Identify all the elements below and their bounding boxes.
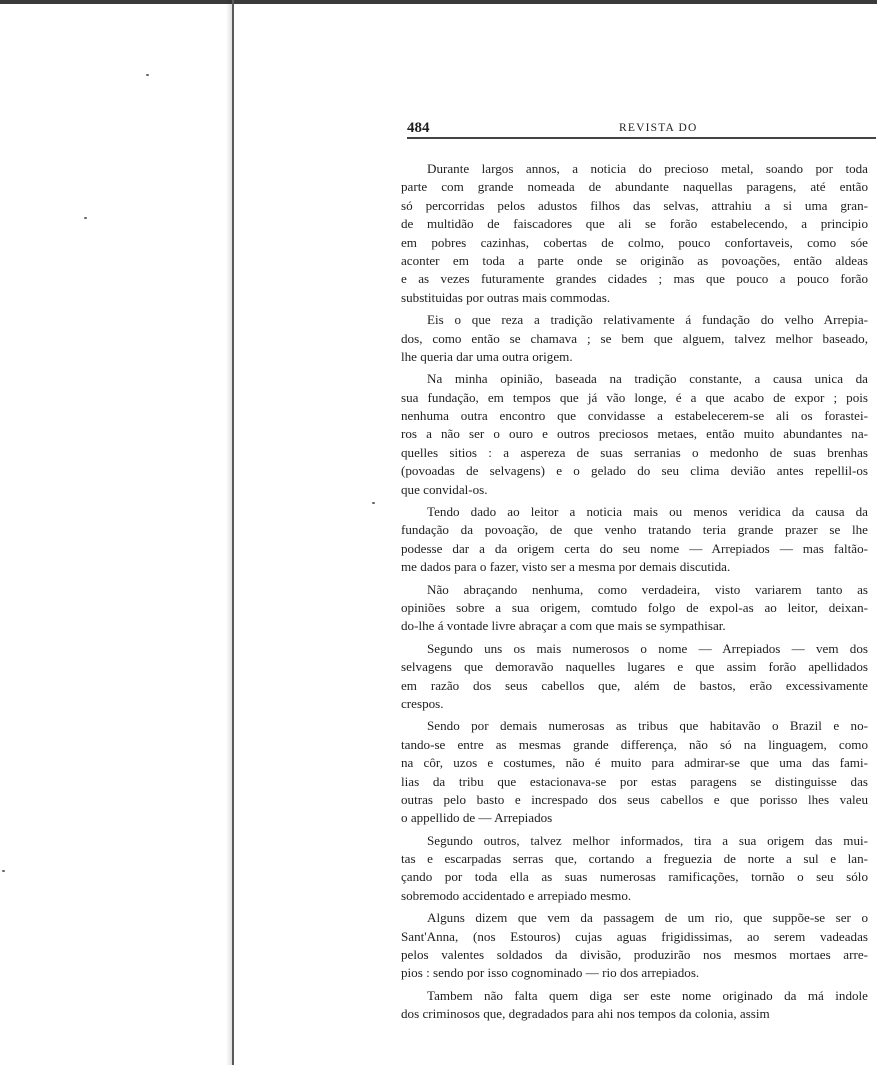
text-line: Sendo por demais numerosas as tribus que habitavão o Brazil e no- <box>427 718 868 734</box>
text-line: dos, como então se chamava ; se bem que alguem, talvez melhor baseado, <box>401 330 868 346</box>
text-line: na côr, uzos e costumes, não é muito para admirar-se que uma das fami- <box>401 755 868 771</box>
margin-speck <box>146 74 149 76</box>
text-line: parte com grande nomeada de abundante naquellas paragens, até então <box>401 179 868 195</box>
body-text <box>401 160 868 1028</box>
text-line: dos criminosos que, degradados para ahi nos tempos da colonia, assim <box>401 1006 770 1022</box>
paragraph <box>401 987 868 1024</box>
page-header <box>407 120 876 142</box>
page-number: 484 <box>407 120 430 136</box>
text-line: podesse dar a da origem certa do seu nome — Arrepiados — mas faltão- <box>401 540 868 556</box>
paragraph <box>401 581 868 636</box>
text-line: que convidal-os. <box>401 481 488 497</box>
text-line: ros a não ser o ouro e outros preciosos metaes, então muito abundantes na- <box>401 426 868 442</box>
text-line: lias da tribu que estacionava-se por estas paragens se distinguisse das <box>401 773 868 789</box>
text-line: tando-se entre as mesmas grande differença, não só na linguagem, como <box>401 736 868 752</box>
paragraph <box>401 909 868 983</box>
paragraph <box>401 832 868 906</box>
text-line: sobremodo accidentado e arrepiado mesmo. <box>401 887 632 903</box>
text-line: (povoadas de selvagens) e o gelado do seu clima devião antes repellil-os <box>401 463 868 479</box>
text-line: sua fundação, em tempos que já vão longe, é a que acabo de expor ; pois <box>401 389 868 405</box>
margin-speck <box>2 870 5 872</box>
text-line: crespos. <box>401 695 444 711</box>
text-line: nenhuma outra encontro que convidasse a estabelecerem-se ali os forastei- <box>401 408 868 424</box>
text-line: Na minha opinião, baseada na tradição constante, a causa unica da <box>427 371 868 387</box>
text-line: em pobres cazinhas, cobertas de colmo, pouco confortaveis, como sóe <box>401 234 868 250</box>
running-head: REVISTA DO <box>619 122 698 134</box>
text-line: de multidão de faiscadores que ali se forão estabelecendo, a principio <box>401 216 868 232</box>
text-line: do-lhe á vontade livre abraçar a com que mais se sympathisar. <box>401 618 726 634</box>
text-line: pelos valentes soldados da divisão, produzirão nos mesmos mortaes arre- <box>401 947 868 963</box>
text-line: lhe queria dar uma outra origem. <box>401 348 573 364</box>
text-line: substituidas por outras mais commodas. <box>401 289 611 305</box>
text-line: Eis o que reza a tradição relativamente á fundação do velho Arrepia- <box>427 312 868 328</box>
text-line: çando por toda ella as suas numerosas ramificações, tornão o seu sólo <box>401 869 868 885</box>
text-line: em razão dos seus cabellos que, além de bastos, erão excessivamente <box>401 677 868 693</box>
text-line: fundação da povoação, de que venho tratando teria grande prazer se lhe <box>401 522 868 538</box>
text-line: Sant'Anna, (nos Estouros) cujas aguas frigidissimas, ao serem vadeadas <box>401 928 868 944</box>
text-line: Não abraçando nenhuma, como verdadeira, visto variarem tanto as <box>427 581 868 597</box>
margin-speck <box>372 502 375 504</box>
header-rule <box>407 137 876 139</box>
text-line: outras pelo basto e increspado dos seus cabellos e que porisso lhes valeu <box>401 791 868 807</box>
margin-speck <box>84 217 87 219</box>
text-line: o appellido de — Arrepiados <box>401 810 553 826</box>
text-line: selvagens que demoravão naquelles lugares e que assim forão apellidados <box>401 659 868 675</box>
paragraph <box>401 311 868 366</box>
paragraph <box>401 640 868 714</box>
text-line: quelles sitios : a aspereza de suas serranias o medonho de suas brenhas <box>401 444 868 460</box>
paragraph <box>401 160 868 307</box>
text-line: aconter em toda a parte onde se originão as povoações, então aldeas <box>401 252 868 268</box>
paragraph <box>401 370 868 499</box>
text-line: Tambem não falta quem diga ser este nome originado da má indole <box>427 987 868 1003</box>
text-line: Alguns dizem que vem da passagem de um rio, que suppõe-se ser o <box>427 910 868 926</box>
text-line: Tendo dado ao leitor a noticia mais ou menos veridica da causa da <box>427 504 868 520</box>
book-gutter-line <box>232 0 234 1065</box>
text-line: e as vezes futuramente grandes cidades ; mas que pouco a pouco forão <box>401 271 868 287</box>
text-line: tas e escarpadas serras que, cortando a freguezia de norte a sul e lan- <box>401 851 868 867</box>
page-top-edge <box>0 0 877 4</box>
text-line: me dados para o fazer, visto ser a mesma por demais discutida. <box>401 559 731 575</box>
text-line: opiniões sobre a sua origem, comtudo folgo de expol-as ao leitor, deixan- <box>401 599 868 615</box>
text-line: Segundo uns os mais numerosos o nome — Arrepiados — vem dos <box>427 640 868 656</box>
text-line: Durante largos annos, a noticia do precioso metal, soando por toda <box>427 161 868 176</box>
text-line: Segundo outros, talvez melhor informados, tira a sua origem das mui- <box>427 832 868 848</box>
paragraph <box>401 717 868 827</box>
text-line: só percorridas pelos adustos filhos das selvas, attrahiu a si uma gran- <box>401 197 868 213</box>
paragraph <box>401 503 868 577</box>
text-line: pios : sendo por isso cognominado — rio dos arrepiados. <box>401 965 700 981</box>
